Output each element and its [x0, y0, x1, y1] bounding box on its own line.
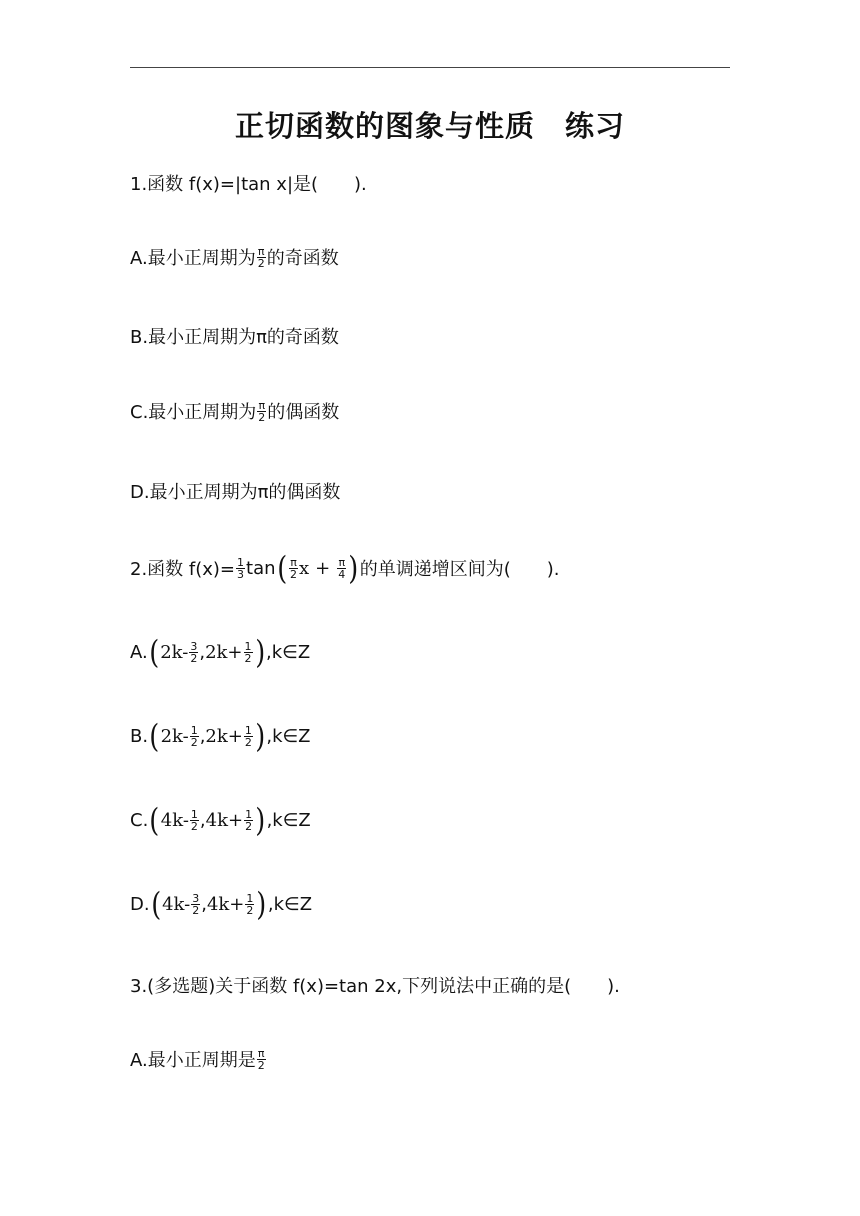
fraction-denominator: 2	[257, 256, 265, 270]
fraction	[257, 400, 266, 423]
stem-suffix: 的单调递增区间为( ).	[359, 559, 560, 580]
left-paren: (	[149, 801, 160, 839]
fraction	[191, 893, 200, 916]
fraction-denominator: 2	[190, 735, 198, 749]
question-3-option-a	[130, 1046, 267, 1072]
function-name: tan	[246, 557, 276, 579]
fraction-denominator: 2	[190, 651, 198, 665]
plus-sign: +	[315, 557, 331, 579]
fraction-numerator: 1	[244, 723, 252, 737]
page-title: 正切函数的图象与性质 练习	[234, 109, 625, 143]
fraction-numerator: π	[338, 555, 346, 569]
right-paren: )	[256, 885, 267, 923]
fraction-denominator: 2	[192, 903, 200, 917]
question-2-option-c: C. ( 4k- $\frac{1}{2}$ , 4k+ $\frac{1}{2}$ ) ,k∈Z	[130, 801, 311, 839]
option-tail: ,k∈Z	[266, 641, 311, 663]
option-tail: ,k∈Z	[266, 725, 311, 747]
fraction-numerator: 3	[192, 891, 200, 905]
left-paren: (	[276, 549, 287, 587]
option-tail: ,k∈Z	[266, 809, 311, 831]
option-label: D.	[130, 893, 150, 915]
fraction-numerator: 1	[237, 555, 245, 569]
fraction-denominator: 2	[290, 567, 297, 581]
question-2-stem	[130, 549, 560, 587]
interval-left: 2k-	[160, 641, 189, 663]
argument-fraction	[289, 557, 298, 580]
option-text: 的偶函数	[267, 402, 340, 423]
fraction-numerator: π	[258, 398, 266, 412]
interval-right: 2k+	[205, 725, 243, 747]
question-2-option-d: D. ( 4k- $\frac{3}{2}$ , 4k+ $\frac{1}{2}$ ) ,k∈Z	[130, 885, 313, 923]
right-paren: )	[255, 717, 266, 755]
question-1-option-b: B.最小正周期为π的奇函数	[130, 327, 339, 348]
coefficient-fraction	[236, 557, 245, 580]
fraction	[189, 641, 198, 664]
question-1-option-d: D.最小正周期为π的偶函数	[130, 482, 341, 503]
stem-prefix: 2.函数 f(x)=	[130, 559, 236, 580]
option-label: C.	[130, 809, 149, 831]
option-tail: ,k∈Z	[267, 893, 313, 915]
fraction	[244, 641, 253, 664]
question-1-stem: 1.函数 f(x)=|tan x|是( ).	[130, 174, 367, 195]
fraction-denominator: 2	[258, 410, 266, 424]
argument-fraction	[337, 557, 346, 580]
variable-x: x	[299, 557, 310, 579]
fraction-numerator: 1	[245, 807, 253, 821]
fraction	[190, 725, 199, 748]
right-paren: )	[348, 549, 359, 587]
fraction	[244, 809, 253, 832]
option-text: A.最小正周期是	[130, 1050, 256, 1071]
option-label: B.	[130, 725, 149, 747]
question-3-stem: 3.(多选题)关于函数 f(x)=tan 2x,下列说法中正确的是( ).	[130, 976, 620, 997]
fraction-denominator: 2	[244, 735, 252, 749]
interval-right: 4k+	[205, 809, 244, 831]
fraction-denominator: 2	[244, 651, 252, 665]
fraction-numerator: 1	[246, 891, 254, 905]
left-paren: (	[148, 633, 159, 671]
fraction-denominator: 3	[237, 567, 245, 581]
option-label: A.	[130, 641, 148, 663]
fraction-denominator: 4	[338, 567, 346, 581]
option-text: C.最小正周期为	[130, 402, 257, 423]
header-rule	[130, 67, 730, 68]
question-1-option-a	[130, 244, 339, 270]
right-paren: )	[254, 633, 265, 671]
fraction-numerator: π	[257, 1046, 265, 1060]
fraction-numerator: 3	[190, 639, 198, 653]
fraction-numerator: π	[290, 555, 297, 569]
option-text: 的奇函数	[266, 248, 339, 269]
fraction-numerator: 1	[190, 723, 198, 737]
question-2-option-b: B. ( 2k- $\frac{1}{2}$ , 2k+ $\frac{1}{2}$ ) ,k∈Z	[130, 717, 311, 755]
question-1-option-c	[130, 398, 339, 424]
fraction	[257, 246, 266, 269]
left-paren: (	[149, 717, 160, 755]
option-text: A.最小正周期为	[130, 248, 256, 269]
interval-left: 4k-	[160, 809, 189, 831]
interval-right: 4k+	[206, 893, 245, 915]
fraction-denominator: 2	[190, 819, 198, 833]
right-paren: )	[255, 801, 266, 839]
fraction	[244, 725, 253, 748]
fraction	[257, 1048, 266, 1071]
fraction	[190, 809, 199, 832]
fraction	[245, 893, 254, 916]
fraction-denominator: 2	[257, 1058, 265, 1072]
fraction-numerator: π	[257, 244, 265, 258]
interval-right: 2k+	[205, 641, 243, 663]
interval-left: 2k-	[160, 725, 189, 747]
fraction-numerator: 1	[190, 807, 198, 821]
fraction-numerator: 1	[244, 639, 252, 653]
interval-left: 4k-	[162, 893, 191, 915]
fraction-denominator: 2	[246, 903, 254, 917]
fraction-denominator: 2	[245, 819, 253, 833]
left-paren: (	[150, 885, 161, 923]
question-2-option-a: A. ( 2k- $\frac{3}{2}$ , 2k+ $\frac{1}{2}$ ) ,k∈Z	[130, 633, 311, 671]
